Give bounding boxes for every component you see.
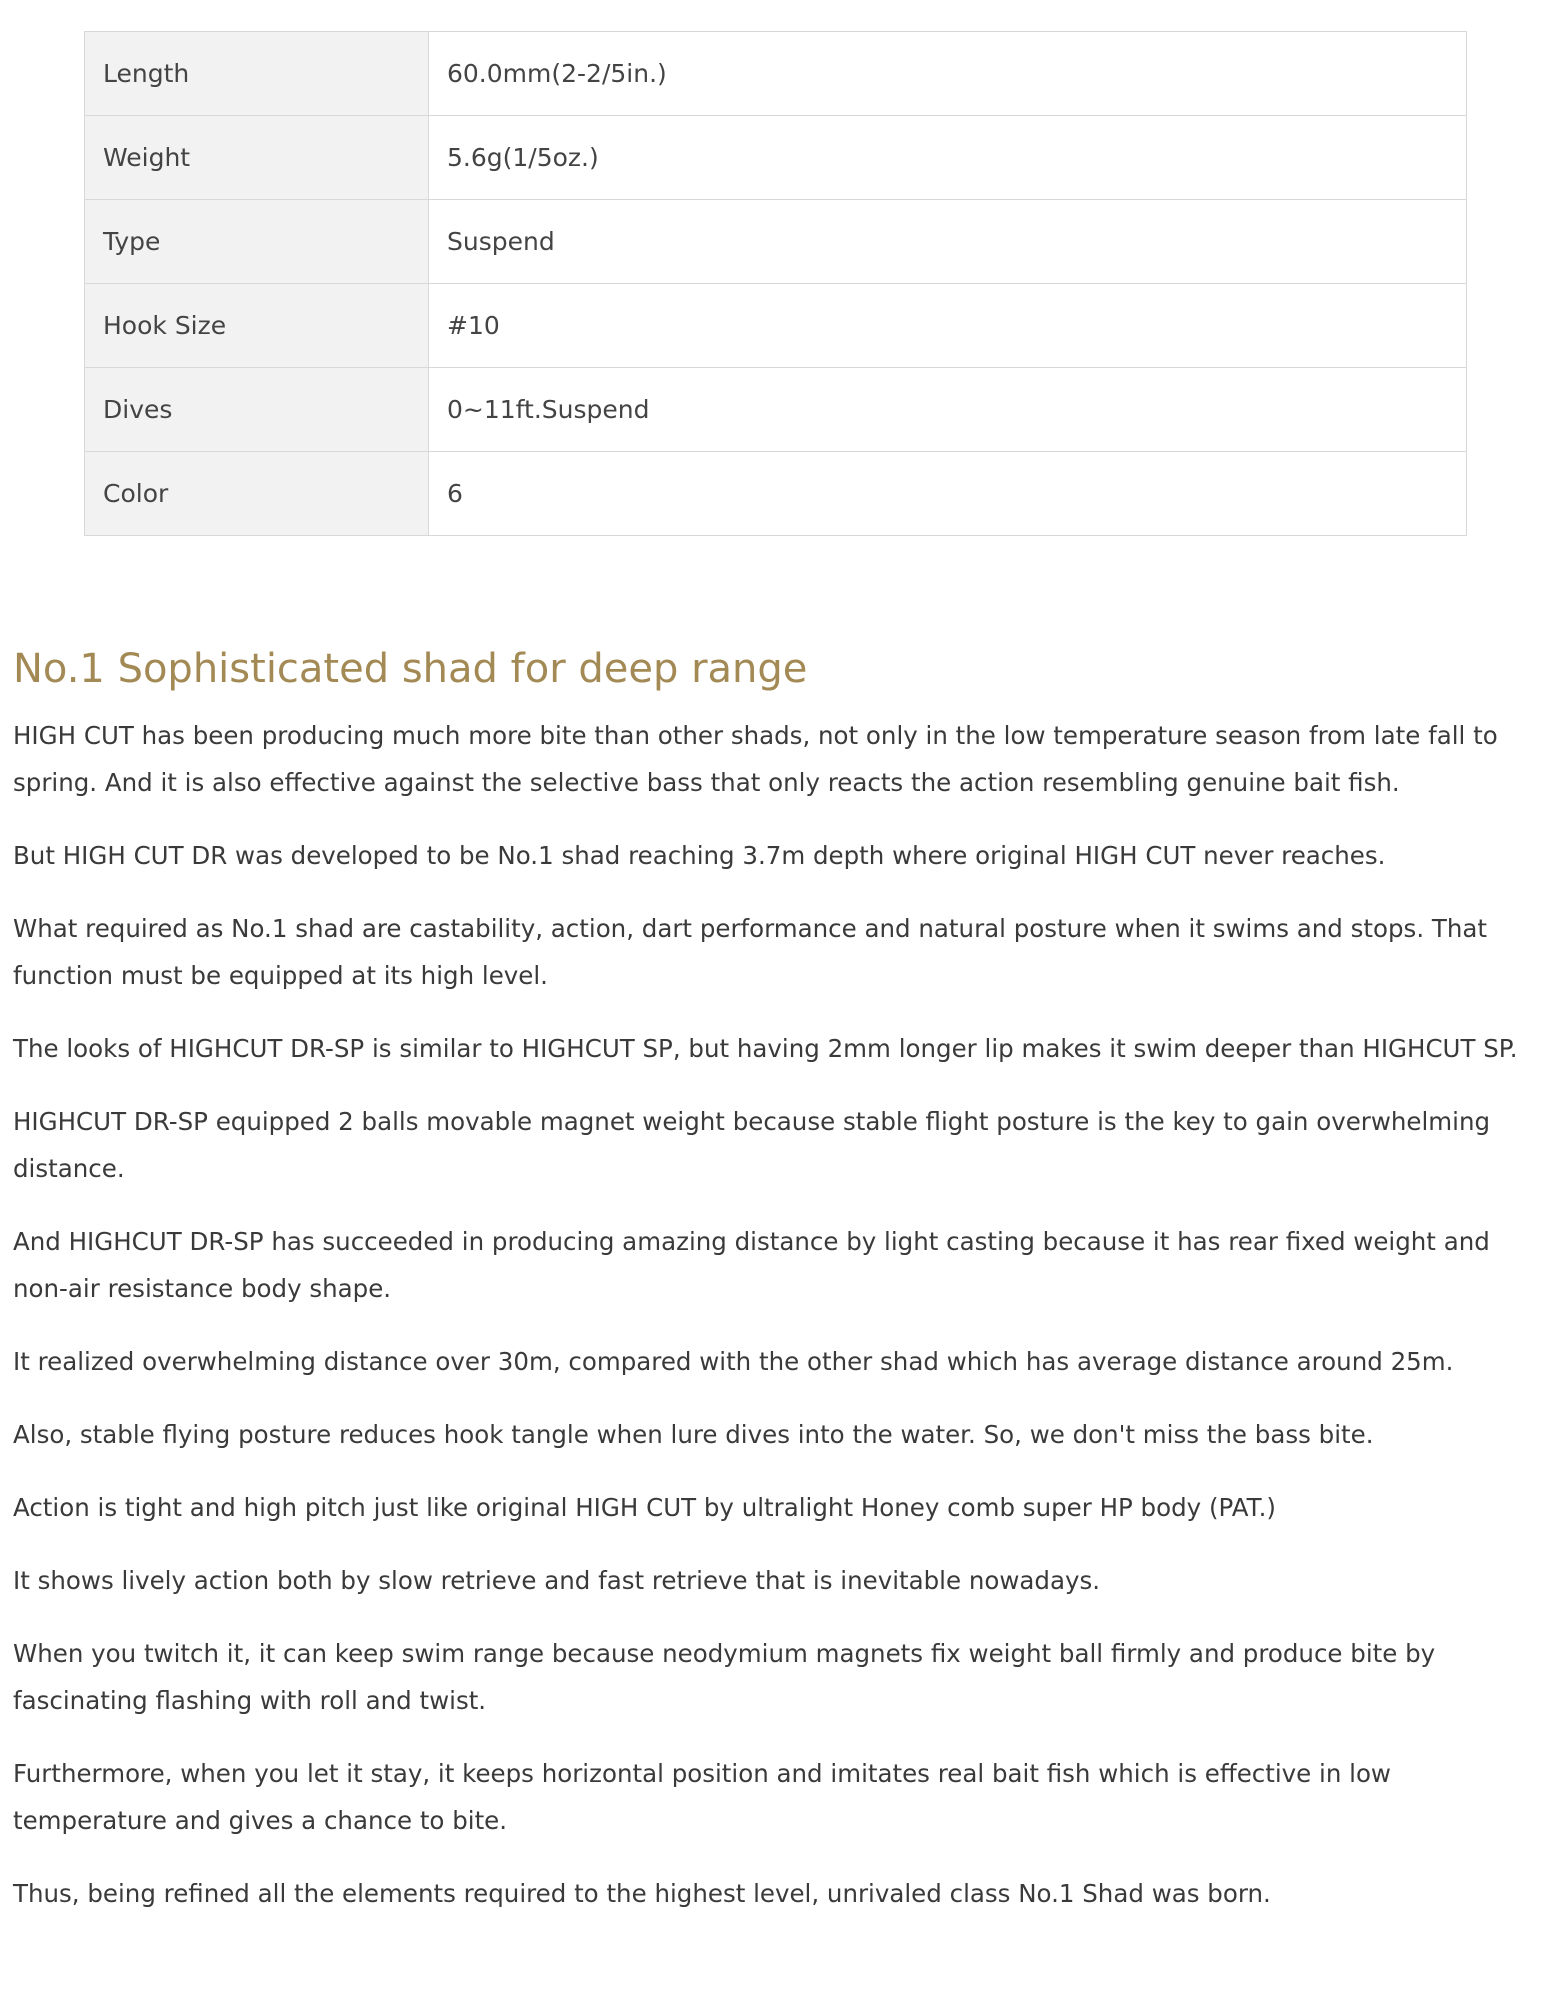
spec-value: 60.0mm(2-2/5in.): [429, 32, 1467, 116]
article-paragraph: HIGHCUT DR-SP equipped 2 balls movable magnet weight because stable flight posture is the key to gain overwhelming distance.: [13, 1107, 1491, 1183]
spec-label: Type: [85, 200, 429, 284]
spec-row-weight: [85, 116, 1467, 200]
article-paragraph: Furthermore, when you let it stay, it keeps horizontal position and imitates real bait fish which is effective in low temperature and gives a chance to bite.: [13, 1759, 1391, 1835]
spec-value: 0~11ft.Suspend: [429, 368, 1467, 452]
article-paragraph: Thus, being refined all the elements required to the highest level, unrivaled class No.1 Shad was born.: [13, 1879, 1271, 1908]
spec-label: Color: [85, 452, 429, 536]
spec-label: Weight: [85, 116, 429, 200]
spec-label: Dives: [85, 368, 429, 452]
spec-value: Suspend: [429, 200, 1467, 284]
spec-row-hook-size: [85, 284, 1467, 368]
article-paragraph: But HIGH CUT DR was developed to be No.1 shad reaching 3.7m depth where original HIGH CUT never reaches.: [13, 841, 1386, 870]
article-paragraph: What required as No.1 shad are castability, action, dart performance and natural posture when it swims and stops. That function must be equipped at its high level.: [13, 914, 1488, 990]
spec-row-length: [85, 32, 1467, 116]
article-paragraph: HIGH CUT has been producing much more bite than other shads, not only in the low temperature season from late fall to spring. And it is also effective against the selective bass that only reacts the action resembling genuine bait fish.: [13, 721, 1498, 797]
article-paragraph: It realized overwhelming distance over 30m, compared with the other shad which has average distance around 25m.: [13, 1347, 1454, 1376]
article-paragraph: Action is tight and high pitch just like original HIGH CUT by ultralight Honey comb super HP body (PAT.): [13, 1493, 1276, 1522]
spec-row-dives: [85, 368, 1467, 452]
article-paragraph: It shows lively action both by slow retrieve and fast retrieve that is inevitable nowadays.: [13, 1566, 1101, 1595]
spec-row-color: [85, 452, 1467, 536]
spec-value: 6: [429, 452, 1467, 536]
spec-label: Hook Size: [85, 284, 429, 368]
spec-row-type: [85, 200, 1467, 284]
article-paragraph: When you twitch it, it can keep swim range because neodymium magnets fix weight ball firmly and produce bite by fascinating flashing with roll and twist.: [13, 1639, 1436, 1715]
article-content: [13, 640, 1523, 1943]
spec-label: Length: [85, 32, 429, 116]
article-paragraph: And HIGHCUT DR-SP has succeeded in producing amazing distance by light casting because it has rear fixed weight and non-air resistance body shape.: [13, 1227, 1490, 1303]
article-heading: No.1 Sophisticated shad for deep range: [13, 646, 808, 692]
article-paragraph: Also, stable flying posture reduces hook tangle when lure dives into the water. So, we don't miss the bass bite.: [13, 1420, 1374, 1449]
spec-table: [84, 31, 1467, 536]
spec-value: #10: [429, 284, 1467, 368]
article-paragraph: The looks of HIGHCUT DR-SP is similar to HIGHCUT SP, but having 2mm longer lip makes it swim deeper than HIGHCUT SP.: [13, 1034, 1518, 1063]
spec-value: 5.6g(1/5oz.): [429, 116, 1467, 200]
